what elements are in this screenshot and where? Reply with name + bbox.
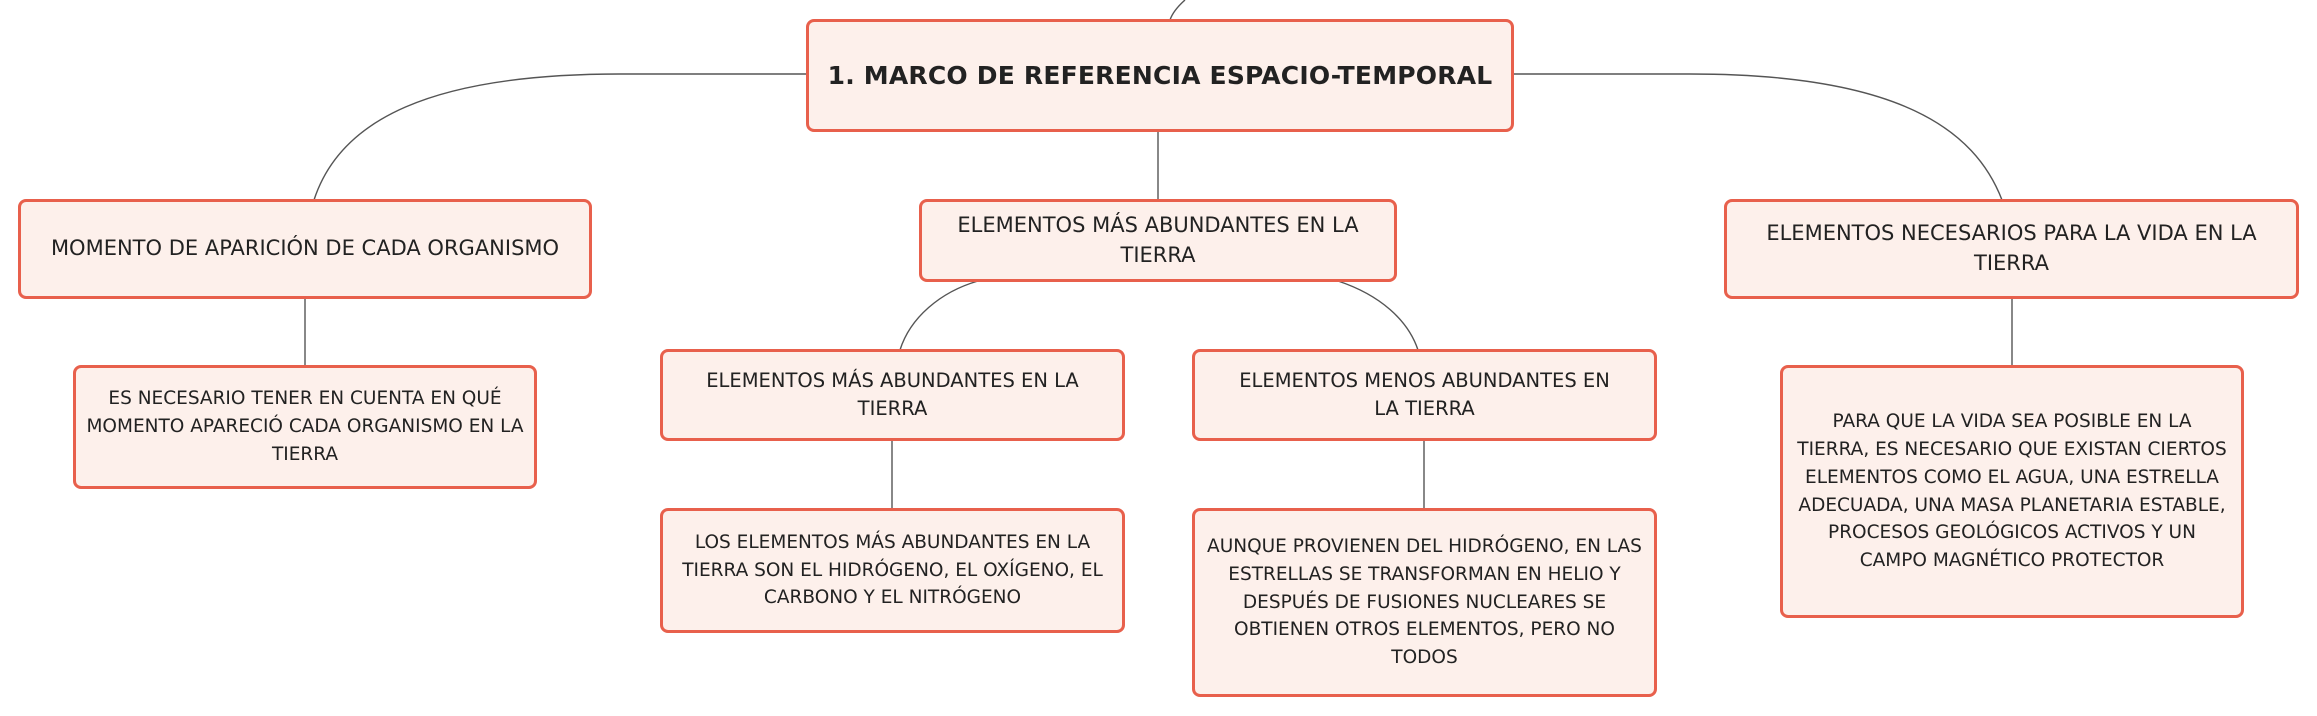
connector-center-to-more: [900, 281, 978, 350]
detail-node-life-elements[interactable]: [1780, 365, 2244, 618]
detail-text: LOS ELEMENTOS MÁS ABUNDANTES EN LA TIERRA SON EL HIDRÓGENO, EL OXÍGENO, EL CARBONO Y EL NITRÓGENO: [682, 531, 1103, 609]
branch-node-appearance-moment[interactable]: [18, 199, 592, 299]
subbranch-node-less-abundant[interactable]: [1192, 349, 1657, 441]
connector-center-to-less: [1338, 281, 1418, 350]
detail-text: ES NECESARIO TENER EN CUENTA EN QUÉ MOMENTO APARECIÓ CADA ORGANISMO EN LA TIERRA: [86, 388, 524, 465]
subbranch-label: ELEMENTOS MÁS ABUNDANTES EN LA TIERRA: [706, 369, 1079, 420]
detail-node-less-abundant[interactable]: [1192, 508, 1657, 697]
detail-text: AUNQUE PROVIENEN DEL HIDRÓGENO, EN LAS ESTRELLAS SE TRANSFORMAN EN HELIO Y DESPUÉS DE FUSIONES NUCLEARES SE OBTIENEN OTROS ELEMENTOS, PERO NO TODOS: [1207, 536, 1642, 669]
subbranch-node-most-abundant[interactable]: [660, 349, 1125, 441]
root-node[interactable]: [806, 19, 1514, 132]
connector-parent-to-root: [1170, 0, 1185, 20]
subbranch-label: ELEMENTOS MENOS ABUNDANTES EN LA TIERRA: [1239, 369, 1610, 420]
branch-label: ELEMENTOS MÁS ABUNDANTES EN LA TIERRA: [957, 212, 1359, 267]
root-label: 1. MARCO DE REFERENCIA ESPACIO-TEMPORAL: [827, 61, 1493, 90]
connector-root-to-right: [1512, 74, 2002, 200]
detail-node-appearance-moment[interactable]: [73, 365, 537, 489]
branch-label: MOMENTO DE APARICIÓN DE CADA ORGANISMO: [50, 236, 560, 261]
connector-root-to-left: [314, 74, 807, 200]
detail-text: PARA QUE LA VIDA SEA POSIBLE EN LA TIERRA, ES NECESARIO QUE EXISTAN CIERTOS ELEMENTOS COMO EL AGUA, UNA ESTRELLA ADECUADA, UNA MASA PLANETARIA ESTABLE, PROCESOS GEOLÓGICOS ACTIVOS Y UN CAMPO MAGNÉTICO PROTECTOR: [1797, 411, 2227, 571]
branch-node-most-abundant-elements[interactable]: [919, 199, 1397, 282]
detail-node-most-abundant[interactable]: [660, 508, 1125, 633]
branch-node-life-elements[interactable]: [1724, 199, 2299, 299]
branch-label: ELEMENTOS NECESARIOS PARA LA VIDA EN LA TIERRA: [1766, 221, 2257, 275]
